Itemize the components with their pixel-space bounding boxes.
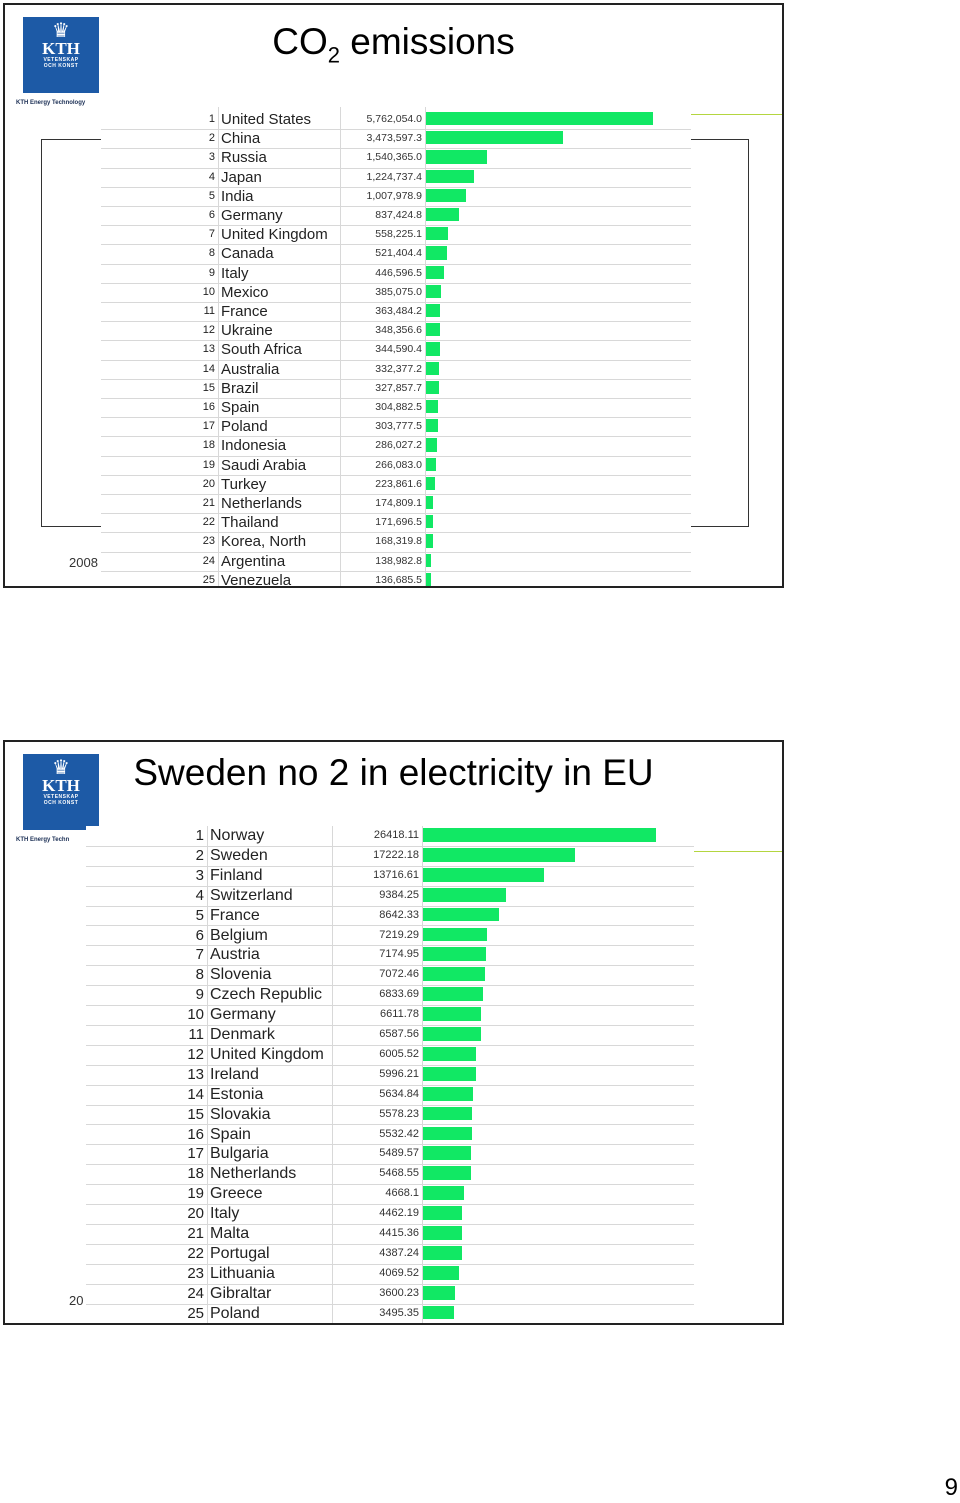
table-row [86,1105,694,1126]
value-bar [423,1286,455,1300]
value-cell: 446,596.5 [375,266,422,279]
value-bar [426,496,433,509]
country-cell: Japan [221,168,262,186]
country-cell: Russia [221,149,267,167]
value-bar [426,227,448,240]
rank-cell: 5 [195,906,204,924]
page-number: 9 [944,1474,958,1501]
title-main: CO [272,21,328,62]
value-bar [423,908,499,922]
value-cell: 286,027.2 [375,439,422,452]
rank-cell: 9 [195,986,204,1004]
country-cell: Czech Republic [210,986,323,1004]
value-bar [426,534,433,547]
rank-cell: 23 [202,535,215,548]
value-bar [423,987,483,1001]
table-row [101,513,691,533]
value-bar [426,208,459,221]
value-cell: 4462.19 [379,1207,419,1220]
table-row [86,906,694,927]
country-cell: Lithuania [210,1264,275,1282]
crown-icon: ♛ [52,757,70,779]
value-cell: 5,762,054.0 [366,113,422,125]
country-cell: Austria [210,946,260,964]
country-cell: Germany [221,207,283,224]
table-row [86,1025,694,1046]
rank-cell: 20 [187,1205,204,1223]
title-subscript: 2 [327,42,340,68]
country-cell: Poland [210,1304,260,1322]
rank-cell: 20 [202,477,215,490]
value-cell: 4069.52 [379,1266,419,1279]
value-cell: 7219.29 [379,928,419,941]
country-cell: France [210,906,260,924]
country-cell: Brazil [221,379,259,397]
country-cell: Slovakia [210,1105,271,1123]
value-cell: 174,809.1 [375,497,422,509]
table-row [86,1005,694,1026]
table-row [101,110,691,130]
table-row [86,866,694,887]
value-cell: 6611.78 [380,1008,419,1021]
value-cell: 521,404.4 [375,247,422,260]
rank-cell: 4 [195,886,204,904]
table-row [101,283,691,303]
value-bar [423,1246,462,1260]
table-row [101,148,691,168]
value-cell: 332,377.2 [375,362,422,375]
rank-cell: 15 [187,1105,204,1123]
table-row [101,206,691,226]
table-row [101,417,691,437]
table-row [86,926,694,947]
rank-cell: 15 [202,381,215,394]
country-cell: Indonesia [221,437,287,455]
value-bar [423,1067,476,1081]
value-bar [423,1087,473,1101]
table-row [86,1284,694,1305]
rank-cell: 7 [208,228,215,241]
country-cell: South Africa [221,341,302,359]
logo-motto-2: OCH KONST [43,800,79,806]
logo-name: KTH [42,776,80,795]
value-cell: 138,982.8 [375,554,422,567]
value-cell: 5634.84 [379,1087,419,1100]
country-cell: Gibraltar [210,1284,272,1302]
value-bar [423,1007,481,1021]
value-cell: 4668.1 [385,1187,419,1200]
table-row [86,1125,694,1146]
value-cell: 5578.23 [379,1107,419,1120]
value-cell: 348,356.6 [375,324,422,337]
country-cell: China [221,130,261,148]
country-cell: Sweden [210,846,268,864]
value-bar [423,1047,476,1061]
table-row [101,340,691,360]
rank-cell: 6 [195,926,204,944]
value-bar [423,1186,464,1200]
table-row [101,264,691,284]
table-row [101,302,691,322]
rank-cell: 17 [202,420,215,433]
rank-cell: 5 [208,189,215,202]
value-bar [426,150,487,163]
value-cell: 327,857.7 [375,381,422,394]
country-cell: Netherlands [221,495,302,512]
title-rest: emissions [339,21,515,62]
value-cell: 7072.46 [379,968,419,981]
country-cell: Argentina [221,552,286,570]
country-cell: Turkey [221,475,267,493]
country-cell: Bulgaria [210,1145,269,1163]
value-bar [423,1166,471,1180]
table-row [86,846,694,867]
country-cell: Italy [210,1205,240,1223]
country-cell: Australia [221,360,280,378]
country-cell: Spain [210,1125,251,1143]
value-cell: 5996.21 [379,1067,419,1080]
rank-cell: 18 [187,1165,204,1183]
value-cell: 17222.18 [373,848,419,861]
value-cell: 223,861.6 [375,477,422,490]
value-cell: 5489.57 [379,1147,419,1160]
value-bar [423,1107,472,1121]
country-cell: Spain [221,399,260,416]
value-cell: 558,225.1 [375,228,422,241]
value-bar [426,131,563,144]
rank-cell: 9 [208,266,215,279]
table-row [86,1144,694,1165]
value-bar [423,1266,459,1280]
country-cell: United Kingdom [210,1045,324,1063]
value-bar [423,1226,462,1240]
table-row [86,1304,694,1325]
country-cell: Norway [210,827,265,844]
rank-cell: 24 [202,554,215,567]
value-bar [426,515,433,528]
rank-cell: 14 [187,1085,204,1103]
country-cell: Thailand [221,514,279,532]
rank-cell: 18 [202,439,215,452]
crown-icon: ♛ [52,20,70,42]
country-cell: Finland [210,866,263,884]
table-row [101,475,691,495]
rank-cell: 19 [202,458,215,471]
value-cell: 6587.56 [379,1028,419,1040]
rank-cell: 2 [195,846,204,864]
value-bar [423,1306,454,1320]
value-cell: 5468.55 [379,1167,419,1180]
country-cell: Venezuela [221,571,292,588]
table-row [86,826,694,847]
country-cell: Netherlands [210,1165,297,1183]
table-row [86,945,694,966]
rank-cell: 17 [187,1145,204,1163]
table-row [101,379,691,399]
country-cell: Denmark [210,1026,275,1043]
logo-subtitle: KTH Energy Techn [16,837,70,843]
value-bar [423,928,487,942]
value-bar [426,573,431,586]
value-cell: 4387.24 [379,1246,419,1259]
value-cell: 304,882.5 [375,401,422,413]
value-bar [423,1027,481,1041]
value-cell: 6833.69 [379,988,419,1001]
table-row [101,187,691,207]
rank-cell: 2 [208,132,215,145]
rank-cell: 12 [187,1045,204,1063]
value-bar [426,246,447,259]
table-row [101,168,691,188]
rank-cell: 8 [208,247,215,260]
country-cell: Estonia [210,1085,264,1103]
rank-cell: 10 [187,1006,204,1024]
country-cell: United States [221,111,312,128]
country-cell: Greece [210,1185,263,1203]
rank-cell: 10 [202,285,215,298]
value-cell: 837,424.8 [375,209,422,221]
value-cell: 4415.36 [379,1227,419,1239]
country-cell: Germany [210,1006,276,1024]
value-bar [426,362,439,375]
rank-cell: 16 [202,401,215,413]
value-bar [426,554,431,567]
country-cell: Slovenia [210,966,272,984]
value-cell: 136,685.5 [375,573,422,586]
value-bar [426,342,440,355]
table-row [86,1045,694,1066]
value-bar [423,967,485,981]
value-bar [426,323,440,336]
rank-cell: 22 [187,1244,204,1262]
rank-cell: 3 [208,151,215,164]
value-bar [423,947,486,961]
slide-electricity-eu [3,740,784,1325]
table-row [101,456,691,476]
table-row [101,571,691,588]
value-cell: 26418.11 [373,829,419,841]
rank-cell: 1 [195,827,204,844]
value-cell: 3600.23 [379,1286,419,1299]
value-bar [426,438,437,451]
value-cell: 3,473,597.3 [366,132,422,145]
value-cell: 385,075.0 [375,285,422,298]
value-cell: 363,484.2 [375,305,422,317]
table-row [101,360,691,380]
rank-cell: 24 [187,1284,204,1302]
rank-cell: 6 [208,209,215,221]
rank-cell: 1 [208,113,215,125]
table-row [86,985,694,1006]
value-bar [423,1146,471,1160]
value-cell: 6005.52 [379,1047,419,1060]
value-bar [426,112,653,125]
table-row [86,886,694,907]
value-cell: 171,696.5 [375,516,422,529]
table-row [101,532,691,552]
rank-cell: 13 [187,1065,204,1083]
logo-motto-1: VETENSKAP [43,57,79,63]
rank-cell: 19 [187,1185,204,1203]
value-cell: 1,540,365.0 [366,151,422,164]
rank-cell: 11 [188,1026,204,1043]
country-cell: France [221,303,268,320]
country-cell: Mexico [221,283,269,301]
logo-motto-2: OCH KONST [43,63,79,69]
value-bar [426,285,441,298]
co2-ranking-table [101,107,691,588]
logo-subtitle: KTH Energy Technology [16,100,86,106]
rank-cell: 25 [202,573,215,586]
value-bar [426,419,438,432]
country-cell: Portugal [210,1244,270,1262]
electricity-ranking-table [86,826,694,1325]
logo-name: KTH [42,39,80,58]
value-bar [426,304,440,317]
country-cell: United Kingdom [221,226,328,244]
table-row [101,552,691,572]
country-cell: India [221,187,254,205]
table-row [101,321,691,341]
value-cell: 9384.25 [379,888,419,901]
value-bar [423,828,656,842]
table-row [86,1204,694,1225]
country-cell: Poland [221,418,268,436]
value-cell: 3495.35 [379,1306,419,1319]
slide-title [5,21,782,76]
table-row [86,1264,694,1285]
table-row [101,436,691,456]
value-bar [426,381,439,394]
country-cell: Ireland [210,1065,259,1083]
table-row [86,965,694,986]
table-row [86,1244,694,1265]
rank-cell: 8 [195,966,204,984]
table-row [101,129,691,149]
table-row [101,398,691,418]
rank-cell: 21 [202,497,215,509]
rank-cell: 14 [202,362,215,375]
rank-cell: 22 [202,516,215,529]
rank-cell: 25 [187,1304,204,1322]
table-row [86,1184,694,1205]
value-bar [426,266,444,279]
country-cell: Saudi Arabia [221,456,307,474]
value-bar [426,189,466,202]
country-cell: Malta [210,1225,250,1242]
table-row [101,225,691,245]
table-row [101,494,691,514]
value-cell: 1,007,978.9 [366,189,422,202]
country-cell: Ukraine [221,322,273,340]
table-row [101,244,691,264]
value-bar [423,848,575,862]
value-bar [423,1206,462,1220]
value-bar [423,868,544,882]
year-label: 20 [69,1293,84,1308]
value-bar [426,170,474,183]
value-cell: 8642.33 [379,908,419,921]
value-bar [423,888,506,902]
slide-title: Sweden no 2 in electricity in EU [133,752,654,793]
value-cell: 5532.42 [379,1127,419,1140]
rank-cell: 7 [195,946,204,964]
country-cell: Canada [221,245,274,263]
year-label: 2008 [69,555,98,570]
table-row [86,1085,694,1106]
rank-cell: 4 [208,170,215,183]
value-cell: 1,224,737.4 [366,170,422,183]
value-bar [423,1127,472,1141]
rank-cell: 3 [195,866,204,884]
country-cell: Switzerland [210,886,293,904]
table-row [86,1065,694,1086]
rank-cell: 23 [187,1264,204,1282]
country-cell: Belgium [210,926,268,944]
value-bar [426,458,436,471]
slide-co2-emissions [3,3,784,588]
rank-cell: 16 [187,1125,204,1143]
rank-cell: 13 [202,343,215,356]
table-row [86,1164,694,1185]
value-bar [426,400,438,413]
value-cell: 7174.95 [379,948,419,961]
rank-cell: 12 [202,324,215,337]
value-cell: 266,083.0 [375,458,422,471]
table-row [86,1224,694,1245]
logo-motto-1: VETENSKAP [43,794,79,800]
rank-cell: 21 [187,1225,204,1242]
country-cell: Korea, North [221,533,307,551]
value-cell: 344,590.4 [375,343,422,356]
value-cell: 303,777.5 [375,420,422,433]
rank-cell: 11 [203,305,215,317]
country-cell: Italy [221,264,249,282]
value-cell: 13716.61 [373,868,419,881]
value-cell: 168,319.8 [375,535,422,548]
value-bar [426,477,435,490]
